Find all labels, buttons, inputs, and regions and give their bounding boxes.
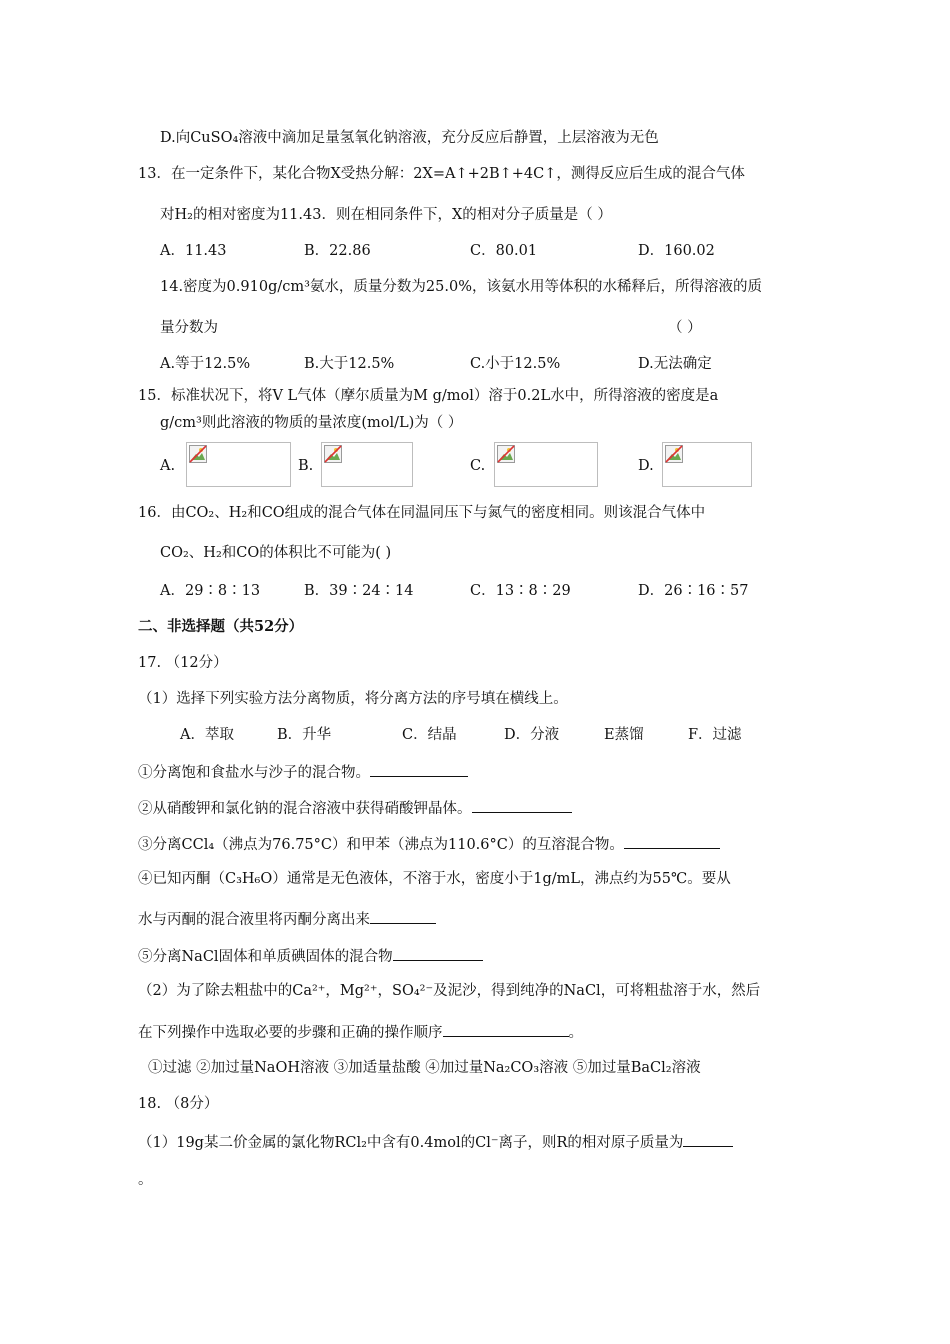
broken-image-icon	[189, 445, 207, 463]
q17-item-3-text: ③分离CCl₄（沸点为76.75°C）和甲苯（沸点为110.6°C）的互溶混合物。	[138, 837, 624, 853]
q18-part1-period: 。	[138, 1172, 153, 1188]
q17-item-4-line2	[138, 908, 436, 930]
q18-heading: 18. （8分）	[138, 1096, 219, 1112]
q17-part2-operations: ①过滤 ②加过量NaOH溶液 ③加适量盐酸 ④加过量Na₂CO₃溶液 ⑤加过量BaCl₂溶液	[148, 1060, 701, 1076]
q14-answer-paren: （ ）	[668, 320, 702, 336]
q17-item-2	[138, 797, 572, 819]
q15-option-c-label: C.	[470, 458, 486, 474]
q15-option-c-image	[494, 442, 598, 487]
q17-part2-text: 在下列操作中选取必要的步骤和正确的操作顺序	[138, 1025, 443, 1041]
q14-option-a: A.等于12.5%	[160, 356, 251, 372]
q17-item-3	[138, 833, 720, 855]
q16-option-d: D．26∶16∶57	[638, 583, 749, 599]
q14-option-b: B.大于12.5%	[304, 356, 395, 372]
q17-item-1-text: ①分离饱和食盐水与沙子的混合物。	[138, 765, 370, 781]
q13-option-a: A．11.43	[160, 243, 227, 259]
q15-option-a-label: A.	[160, 458, 176, 474]
q17-item-4-line1: ④已知丙酮（C₃H₆O）通常是无色液体，不溶于水，密度小于1g/mL，沸点约为55℃。要从	[138, 871, 731, 887]
q16-option-c: C．13∶8∶29	[470, 583, 571, 599]
q13-option-c: C．80.01	[470, 243, 538, 259]
broken-image-icon	[497, 445, 515, 463]
q15-option-b-image	[321, 442, 413, 487]
q18-part1	[138, 1131, 733, 1153]
q17-item-1-answer-blank[interactable]	[370, 761, 468, 777]
q15-option-a-image	[186, 442, 291, 487]
q17-part2-line2	[138, 1021, 583, 1043]
q17-item-2-answer-blank[interactable]	[472, 797, 572, 813]
q17-method-a: A．萃取	[180, 727, 234, 743]
q16-stem-line2: CO₂、H₂和CO的体积比不可能为( )	[160, 545, 392, 561]
q17-part2-period: 。	[568, 1025, 583, 1041]
q17-item-4-answer-blank[interactable]	[370, 908, 436, 924]
broken-image-icon	[665, 445, 683, 463]
q17-item-5-answer-blank[interactable]	[393, 945, 483, 961]
q13-stem-line2: 对H₂的相对密度为11.43．则在相同条件下，X的相对分子质量是（ ）	[160, 207, 612, 223]
q15-stem-line1: 15．标准状况下，将V L气体（摩尔质量为M g/mol）溶于0.2L水中，所得溶液的密度是a	[138, 388, 719, 404]
broken-image-icon	[324, 445, 342, 463]
q17-part2-line1: （2）为了除去粗盐中的Ca²⁺，Mg²⁺，SO₄²⁻及泥沙，得到纯净的NaCl，可将粗盐溶于水，然后	[138, 983, 761, 999]
q17-method-b: B．升华	[277, 727, 332, 743]
q15-option-d-label: D.	[638, 458, 654, 474]
q15-option-b-label: B.	[298, 458, 314, 474]
q16-option-a: A．29∶8∶13	[160, 583, 261, 599]
q18-part1-text: （1）19g某二价金属的氯化物RCl₂中含有0.4mol的Cl⁻离子，则R的相对原子质量为	[138, 1135, 684, 1151]
q16-option-b: B．39∶24∶14	[304, 583, 414, 599]
q14-option-c: C.小于12.5%	[470, 356, 561, 372]
q17-method-c: C．结晶	[402, 727, 457, 743]
q15-stem-line2: g/cm³则此溶液的物质的量浓度(mol/L)为（ ）	[160, 415, 463, 431]
q17-item-5-text: ⑤分离NaCl固体和单质碘固体的混合物	[138, 949, 393, 965]
q17-item-5	[138, 945, 483, 967]
q14-stem-line2: 量分数为	[160, 320, 218, 336]
q17-part2-answer-blank[interactable]	[443, 1021, 569, 1037]
q17-part1-prompt: （1）选择下列实验方法分离物质，将分离方法的序号填在横线上。	[138, 691, 568, 707]
q16-stem-line1: 16．由CO₂、H₂和CO组成的混合气体在同温同压下与氮气的密度相同。则该混合气体中	[138, 505, 706, 521]
q13-option-b: B．22.86	[304, 243, 371, 259]
q13-option-d: D．160.02	[638, 243, 715, 259]
q17-method-d: D．分液	[504, 727, 560, 743]
q17-item-2-text: ②从硝酸钾和氯化钠的混合溶液中获得硝酸钾晶体。	[138, 801, 472, 817]
q17-heading: 17. （12分）	[138, 655, 228, 671]
q17-item-4-text: 水与丙酮的混合液里将丙酮分离出来	[138, 912, 370, 928]
q17-method-f: F．过滤	[688, 727, 742, 743]
q17-item-3-answer-blank[interactable]	[624, 833, 720, 849]
q17-method-e: E蒸馏	[604, 727, 644, 743]
section-2-heading: 二、非选择题（共52分）	[138, 618, 304, 635]
q18-part1-answer-blank[interactable]	[683, 1131, 733, 1147]
q15-option-d-image	[662, 442, 752, 487]
q17-item-1	[138, 761, 468, 783]
q12-option-d: D.向CuSO₄溶液中滴加足量氢氧化钠溶液，充分反应后静置，上层溶液为无色	[160, 130, 659, 146]
q14-option-d: D.无法确定	[638, 356, 712, 372]
q13-stem-line1: 13．在一定条件下，某化合物X受热分解：2X=A↑+2B↑+4C↑，测得反应后生成的混合气体	[138, 166, 745, 182]
q14-stem-line1: 14.密度为0.910g/cm³氨水，质量分数为25.0%，该氨水用等体积的水稀释后，所得溶液的质	[160, 279, 762, 295]
